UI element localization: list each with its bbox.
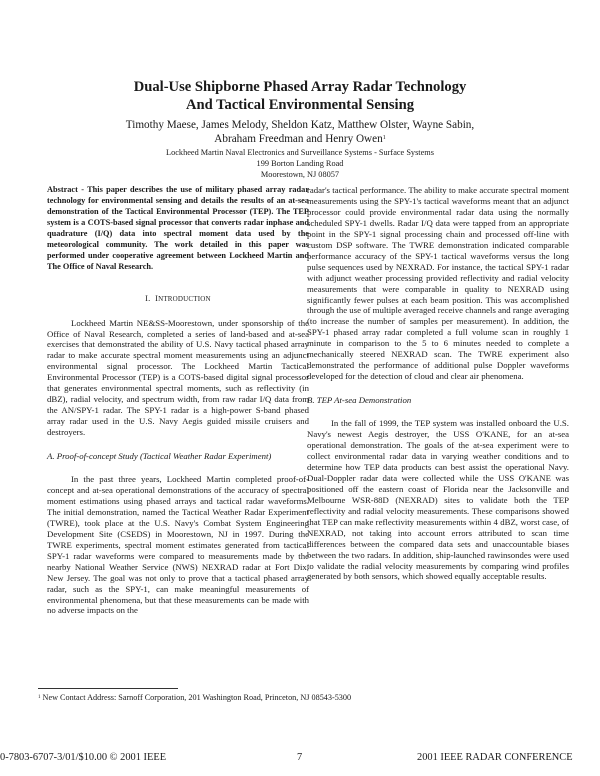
address-line-1: 199 Borton Landing Road	[256, 159, 344, 168]
subsection-heading-a: A. Proof-of-concept Study (Tactical Weather Radar Experiment)	[47, 451, 272, 462]
left-column	[47, 185, 309, 616]
continued-paragraph: radar's tactical performance. The ability to make accurate spectral moment measurements using the SPY-1's tactical waveforms meant that an adjunct processor could provide environmental radar data using the normally scheduled SPY-1 dwells. Radar I/Q data were tapped from an appropriate point in the SPY-1 signal processing chain and processed off-line with custom DSP software. The TWRE demonstration indicated comparable performance accuracy of the SPY-1 tactical waveforms versus the long pulse sequences used by NEXRAD. For instance, the tactical SPY-1 radar with adjunct weather processing provided reflectivity and radial velocity measurements that were comparable in quality to NEXRAD using significantly fewer pulses at each beam position. This was accomplished through the use of multiple averaged receive channels and range averaging (to increase the number of samples per measurement). In addition, the SPY-1 phased array radar completed a full volume scan in roughly 1 minute in comparison to the 5 to 6 minutes needed to complete a mechanically steered NEXRAD scan. The TWRE experiment also demonstrated the performance of additional pulse Doppler waveforms developed for the detection of cloud and clear air phenomena.	[307, 185, 569, 382]
title-line-2: And Tactical Environmental Sensing	[185, 97, 414, 113]
footer-conference: 2001 IEEE RADAR CONFERENCE	[417, 752, 573, 763]
authors-line-2	[0, 132, 600, 146]
right-column	[307, 185, 569, 582]
footnote-mark: 1	[38, 695, 41, 700]
author-list	[0, 118, 600, 146]
address-line-2: Moorestown, NJ 08057	[260, 170, 340, 179]
paper-title	[0, 78, 600, 114]
author-footnote-mark: 1	[382, 135, 386, 141]
footnote	[38, 693, 351, 703]
abstract: Abstract - This paper describes the use of military phased array radar technology for environmental sensing and details the results of an at-sea demonstration of the Tactical Environmental Processor (TEP). The TEP system is a COTS-based signal processor that converts radar inphase and quadrature (I/Q) data into spectral moment data used by the meteorological community. The work detailed in this paper was performed under cooperative agreement between Lockheed Martin and The Office of Naval Research.	[47, 185, 309, 271]
footnote-text: New Contact Address: Sarnoff Corporation, 201 Washington Road, Princeton, NJ 08543-5300	[40, 693, 352, 702]
section-heading-introduction	[47, 294, 309, 305]
subsection-b-paragraph: In the fall of 1999, the TEP system was installed onboard the U.S. Navy's newest Aegis destroyer, the USS O'KANE, for an at-sea operational demonstration. The goals of the at-sea experiment were to collect environmental radar data in varying weather conditions and to determine how TEP data products can best assist the operational Navy. Dual-Doppler radar data were collected while the USS O'KANE was positioned off the eastern coast of Florida near the Jacksonville and Melbourne WSR-88D (NEXRAD) sites to validate both the TEP reflectivity and radial velocity measurements. These comparisons showed that TEP can make reflectivity measurements within 4 dBZ, worst case, of NEXRAD, not taking into account errors attributed to scan time differences between the compared data sets and unaccountable biases between the two radars. In addition, ship-launched rawinsondes were used to validate the radial velocity measurements by comparing wind profiles generated by both sensors, which showed equally acceptable results.	[307, 418, 569, 582]
section-title-initial: I	[155, 293, 159, 303]
footer-page-number: 7	[297, 752, 303, 763]
intro-paragraph: Lockheed Martin NE&SS-Moorestown, under sponsorship of the Office of Naval Research, completed a series of land-based and at-sea exercises that demonstrated the ability of U.S. Navy tactical phased array radar to make accurate spectral moment measurements using an adjunct environmental signal processor. The Lockheed Martin Tactical Environmental Processor (TEP) is a COTS-based digital signal processor that generates environmental spectral moments, such as reflectivity (in dBZ), radial velocity, and spectrum width, from raw radar I/Q data from the AN/SPY-1 radar. The SPY-1 radar is a high-power S-band phased array radar used in the U.S. Navy Aegis guided missile cruisers and destroyers.	[47, 317, 309, 438]
affiliation: Lockheed Martin Naval Electronics and Surveillance Systems - Surface Systems	[166, 148, 434, 157]
footer-copyright: 0-7803-6707-3/01/$10.00 © 2001 IEEE	[0, 752, 167, 763]
section-number: I.	[145, 293, 151, 303]
authors-line-2-text: Abraham Freedman and Henry Owen	[214, 133, 383, 145]
footnote-divider	[38, 688, 178, 689]
subsection-heading-b: B. TEP At-sea Demonstration	[307, 395, 412, 406]
affiliation-block	[0, 147, 600, 180]
authors-line-1: Timothy Maese, James Melody, Sheldon Katz, Matthew Olster, Wayne Sabin,	[125, 119, 475, 131]
subsection-a-paragraph: In the past three years, Lockheed Martin completed proof-of-concept and at-sea operational demonstrations of the accuracy of spectral moment estimations using phased arrays and tactical radar waveforms. The initial demonstration, named the Tactical Weather Radar Experiment (TWRE), took place at the U.S. Navy's Combat System Engineering Development Site (CSEDS) in Moorestown, NJ in 1997. During the TWRE experiments, spectral moment estimates generated from tactical SPY-1 radar waveforms were compared to measurements made by the nearby National Weather Service (NWS) NEXRAD radar at Fort Dix, New Jersey. The goal was not only to prove that a tactical phased array radar, such as the SPY-1, can make meaningful measurements of environmental phenomena, but that these measurements can be made with no adverse impacts on the	[47, 474, 309, 616]
section-title-rest: NTRODUCTION	[158, 294, 211, 303]
title-line-1: Dual-Use Shipborne Phased Array Radar Technology	[133, 79, 467, 95]
